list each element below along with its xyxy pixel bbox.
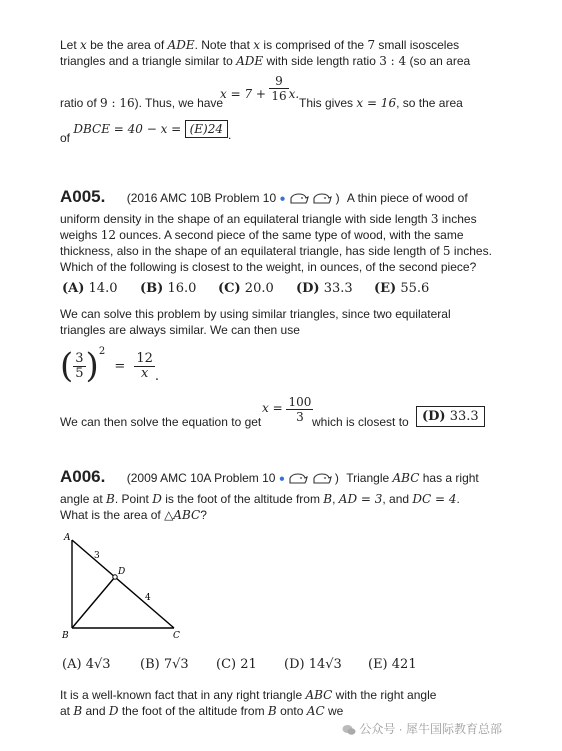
frac-den: 3	[286, 409, 313, 424]
choice-value: 33.3	[323, 281, 353, 296]
dot-icon: ●	[278, 473, 285, 485]
altitude-bd	[72, 577, 115, 628]
paren-right: )	[85, 346, 99, 386]
text: with side length ratio	[263, 54, 380, 68]
choice-label: (B)	[140, 281, 164, 296]
problem-id: A006.	[60, 467, 106, 486]
fraction-9-16	[269, 74, 288, 103]
choice-value: 4√3	[85, 657, 111, 672]
fraction-100-3	[286, 395, 313, 424]
choice-value: 20.0	[244, 281, 274, 296]
text: . Note that	[194, 38, 254, 52]
math-d: D	[108, 704, 119, 718]
answer-label: (D)	[422, 409, 446, 424]
choice-d	[296, 281, 353, 296]
text: Which of the following is closest to the weight, in ounces, of the second piece?	[60, 260, 477, 274]
answer-value: 33.3	[449, 409, 479, 424]
equals: =	[114, 358, 126, 374]
text: triangles and a triangle similar to	[60, 54, 237, 68]
choice-label: (C)	[218, 281, 241, 296]
p1-line3	[60, 96, 223, 110]
math-ratio: 3 : 4	[379, 54, 407, 68]
wechat-icon	[342, 724, 356, 736]
text: has a right	[419, 471, 479, 485]
choice-value: 55.6	[400, 281, 430, 296]
math-eq-lhs: x = 7 +	[220, 86, 266, 101]
choice-label: (C)	[216, 657, 237, 672]
text: the foot of the altitude from	[118, 704, 268, 718]
math-ratio2: 9 : 16	[100, 96, 135, 110]
a005-sol-line1	[60, 307, 451, 321]
math-b: B	[73, 704, 83, 718]
math-7: 7	[367, 38, 376, 52]
text: onto	[276, 704, 307, 718]
p1-line4	[60, 122, 232, 145]
choice-value: 16.0	[167, 281, 197, 296]
text: weighs	[60, 228, 101, 242]
a005-answer-box	[416, 406, 485, 427]
choice-value: 14.0	[88, 281, 118, 296]
text: We can then solve the equation to get	[60, 415, 262, 429]
math-b: B	[106, 492, 115, 506]
p1-equation	[220, 74, 299, 103]
paren: )	[335, 191, 340, 205]
rhino-icon	[312, 472, 332, 485]
text: is the foot of the altitude from	[161, 492, 324, 506]
fraction-3-5	[73, 352, 85, 381]
text: triangles are always similar. We can then use	[60, 323, 300, 337]
choice-label: (E)	[368, 657, 388, 672]
math-x: x	[253, 38, 261, 52]
choice-label: (D)	[284, 657, 305, 672]
math-b: B	[323, 492, 333, 506]
choice-e	[368, 657, 417, 672]
watermark	[342, 720, 502, 737]
text: What is the area of	[60, 508, 165, 522]
math-dbce: DBCE = 40 − x =	[73, 122, 182, 136]
text: uniform density in the shape of an equilateral triangle with side length	[60, 212, 431, 226]
paren-left: (	[60, 346, 74, 386]
a005-line3	[60, 228, 464, 242]
a006-line3	[60, 508, 207, 522]
choice-c	[218, 281, 274, 296]
math-x16: x = 16	[356, 96, 397, 110]
text: is comprised of the	[260, 38, 368, 52]
frac-den: 5	[75, 365, 84, 381]
choice-label: (E)	[374, 281, 397, 296]
choice-b	[140, 281, 196, 296]
text: inches	[438, 212, 477, 226]
a005-sol-line3b	[312, 415, 409, 429]
math-ade: ADE	[167, 38, 195, 52]
choice-a	[62, 657, 111, 672]
choice-label: (A)	[62, 657, 82, 672]
label-3: 3	[94, 551, 100, 561]
rhino-icon	[289, 192, 309, 205]
fraction-12-x	[134, 352, 155, 381]
text: It is a well-known fact that in any right triangle	[60, 688, 306, 702]
period: .	[154, 368, 160, 384]
exponent: 2	[98, 345, 106, 357]
label-b: B	[62, 631, 69, 641]
a005-x-frac	[262, 395, 313, 424]
problem-id: A005.	[60, 187, 106, 206]
choice-label: (A)	[62, 281, 85, 296]
text: .	[228, 128, 232, 142]
text: at	[60, 704, 74, 718]
math-abc: ABC	[305, 688, 333, 702]
problem-header-a005	[60, 187, 468, 207]
choice-value: 421	[391, 657, 417, 672]
a006-sol-line2	[60, 704, 343, 718]
frac-num: 100	[288, 395, 312, 409]
a005-sol-line3	[60, 415, 261, 429]
text: A thin piece of wood of	[346, 191, 468, 205]
text: inches.	[450, 244, 492, 258]
text: with the right angle	[332, 688, 437, 702]
choice-value: 7√3	[163, 657, 189, 672]
choice-e	[374, 281, 429, 296]
problem-source: (2016 AMC 10B Problem 10	[126, 191, 277, 205]
math-x: x	[80, 38, 87, 52]
label-c: C	[173, 631, 180, 641]
frac-den: x	[134, 366, 155, 381]
paren: )	[334, 471, 339, 485]
a005-line4	[60, 244, 492, 258]
dot-icon: ●	[279, 193, 286, 205]
text: ratio of	[60, 96, 101, 110]
math-3: 3	[430, 212, 439, 226]
text: thickness, also in the shape of an equilateral triangle, has side length of	[60, 244, 443, 258]
problem-header-a006	[60, 467, 479, 487]
text: ounces. A second piece of the same type of wood, with the same	[115, 228, 464, 242]
text: be the area of	[86, 38, 168, 52]
math-tri-abc: △ABC	[164, 508, 201, 522]
text: Let	[60, 38, 81, 52]
a005-sol-line2	[60, 323, 300, 337]
p1-line1	[60, 38, 459, 52]
problem-source: (2009 AMC 10A Problem 10	[126, 471, 276, 485]
choice-label: (B)	[140, 657, 160, 672]
a005-line2	[60, 212, 477, 226]
choice-label: (D)	[296, 281, 320, 296]
math-d: D	[152, 492, 162, 506]
choice-d	[284, 657, 342, 672]
text: ). Thus, we have	[134, 96, 224, 110]
text: we	[324, 704, 344, 718]
math-ade: ADE	[236, 54, 264, 68]
math-b: B	[267, 704, 277, 718]
math-ac: AC	[306, 704, 325, 718]
text: We can solve this problem by using similar triangles, since two equilateral	[60, 307, 451, 321]
text: angle at	[60, 492, 107, 506]
triangle-figure	[58, 530, 198, 642]
choice-a	[62, 281, 117, 296]
frac-den: 16	[271, 89, 287, 103]
rhino-icon	[288, 472, 308, 485]
math-dc: DC = 4	[412, 492, 457, 506]
label-d: D	[118, 567, 126, 577]
point-d	[113, 575, 117, 579]
text: This gives	[299, 96, 357, 110]
text: and	[82, 704, 109, 718]
text: (so an area	[406, 54, 471, 68]
text: , so the area	[396, 96, 463, 110]
rhino-icon	[312, 192, 332, 205]
text: Triangle	[346, 471, 393, 485]
label-a: A	[64, 533, 71, 543]
frac-num: 9	[275, 74, 283, 88]
choice-value: 21	[240, 657, 257, 672]
answer-box: (E)24	[185, 120, 228, 138]
a005-equation	[60, 346, 159, 386]
choice-c	[216, 657, 257, 672]
p1-line2	[60, 54, 470, 68]
side-ac	[72, 540, 174, 628]
text: of	[60, 131, 71, 145]
text: which is closest to	[312, 415, 409, 429]
math-eq-tail: x.	[288, 86, 300, 101]
math-5: 5	[442, 244, 451, 258]
math-12: 12	[100, 228, 116, 242]
a005-line5	[60, 260, 476, 274]
math-ad: AD = 3	[338, 492, 383, 506]
text: ?	[200, 508, 207, 522]
frac-num: 12	[136, 350, 153, 366]
choice-value: 14√3	[308, 657, 342, 672]
watermark-text: 公众号 · 犀牛国际教育总部	[359, 722, 503, 736]
label-4: 4	[145, 593, 151, 603]
text: , and	[382, 492, 413, 506]
a006-line2: angle at B. Point D is the foot of the altitude from B, AD = 3, and DC = 4.	[60, 492, 460, 506]
choice-b	[140, 657, 189, 672]
text: small isosceles	[375, 38, 460, 52]
math-abc: ABC	[392, 471, 420, 485]
p1-line3-tail	[299, 96, 463, 110]
math-x: x =	[262, 401, 283, 415]
a006-sol-line1	[60, 688, 436, 702]
frac-num: 3	[75, 350, 84, 366]
text: . Point	[114, 492, 153, 506]
